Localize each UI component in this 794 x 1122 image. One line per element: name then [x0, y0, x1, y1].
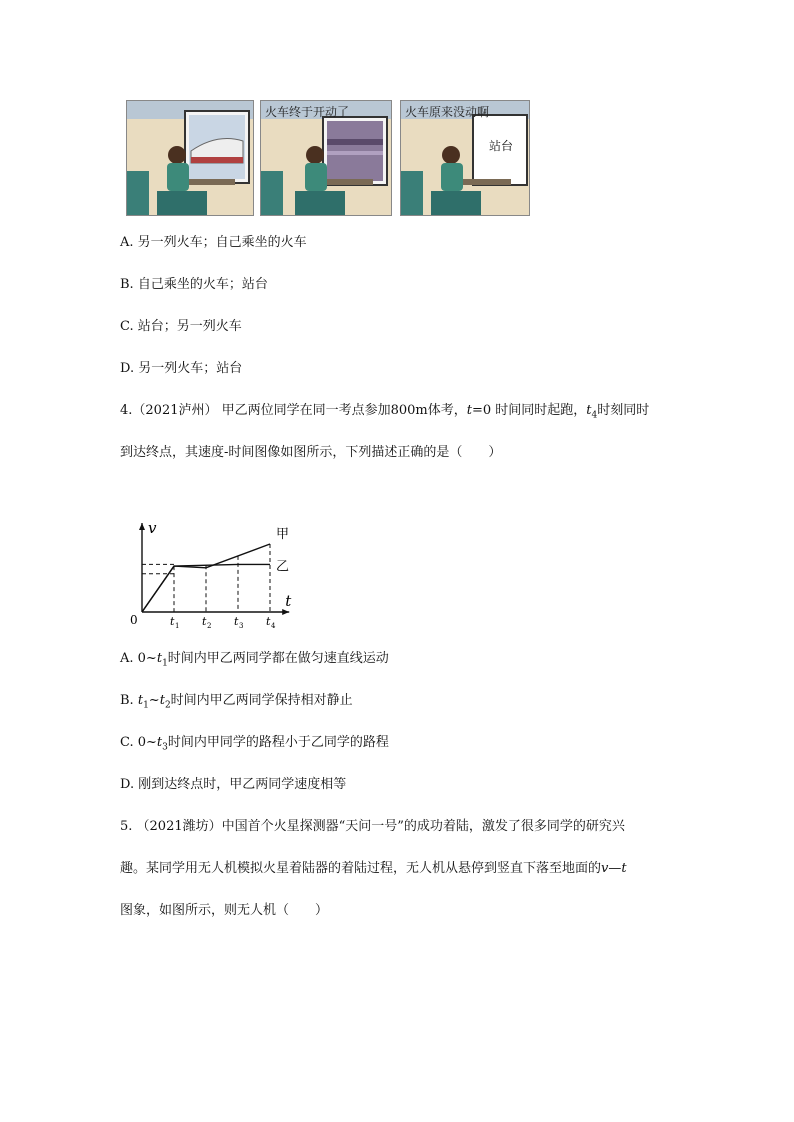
q3-option-d: D. 另一列火车；站台: [120, 361, 243, 376]
q4-option-a-post: 时间内甲乙两同学都在做匀速直线运动: [167, 651, 389, 666]
q4-option-b: [120, 692, 353, 715]
q4-option-c: [120, 734, 389, 757]
q4-stem-suffix: 时刻同时: [597, 403, 650, 418]
q4-option-a: [120, 650, 389, 673]
illustration-panel-1: [126, 100, 254, 216]
origin-label: 0: [130, 613, 138, 627]
q5-stem-line3: 图象，如图所示，则无人机（ ）: [120, 903, 329, 918]
y-axis-label: v: [148, 519, 157, 537]
platform-sign: 站台: [489, 139, 514, 153]
x-tick-label: t: [266, 615, 271, 628]
q4-option-b-t2: t: [159, 693, 165, 708]
train-window-scene-icon: [127, 101, 253, 215]
x-tick-subscript: 3: [239, 622, 244, 630]
q4-option-c-sub: 3: [162, 742, 168, 753]
x-tick-subscript: 1: [175, 622, 180, 630]
q4-t4-sub: 4: [591, 410, 598, 421]
q5-stem-line2-prefix: 趣。某同学用无人机模拟火星着陆器的着陆过程，无人机从悬停到竖直下落至地面的: [120, 861, 602, 876]
q4-option-a-pre: A. 0~: [120, 651, 157, 666]
x-tick-label: t: [202, 615, 207, 628]
q5-stem-line1: 5. （2021潍坊）中国首个火星探测器“天问一号”的成功着陆，激发了很多同学的研究兴: [120, 819, 625, 834]
q4-option-b-post: 时间内甲乙两同学保持相对静止: [170, 693, 353, 708]
q4-stem-line1: [120, 402, 649, 425]
q4-option-d: D. 刚到达终点时，甲乙两同学速度相等: [120, 777, 347, 792]
x-tick-label: t: [234, 615, 239, 628]
x-tick-label: t: [170, 615, 175, 628]
x-tick-subscript: 2: [207, 622, 212, 630]
q4-stem-mid: =0 时间同时起跑，: [472, 403, 587, 418]
q3-option-b: B. 自己乘坐的火车；站台: [120, 277, 268, 292]
velocity-time-chart: [126, 484, 292, 630]
q3-option-c: C. 站台；另一列火车: [120, 319, 242, 334]
q4-option-c-t: t: [156, 735, 163, 750]
panel-caption: 火车终于开动了: [265, 105, 350, 119]
q4-option-b-t1: t: [137, 693, 144, 708]
chart-axes: [139, 523, 289, 615]
illustration-panel-2: [260, 100, 392, 216]
y-axis-arrow: [139, 523, 145, 530]
q4-option-b-sub2: 2: [164, 700, 171, 711]
q4-stem-line2: 到达终点，其速度-时间图像如图所示，下列描述正确的是（ ）: [120, 445, 502, 460]
legend-label-yi: 乙: [276, 559, 290, 575]
illustration-panel-3: [400, 100, 530, 216]
chart-labels: [130, 519, 292, 630]
q4-t-symbol: t: [466, 403, 472, 418]
q4-option-b-sub1: 1: [143, 700, 149, 711]
legend-label-jia: 甲: [276, 527, 290, 542]
q4-option-a-t: t: [156, 651, 163, 666]
panel-caption: 火车原来没动啊: [405, 105, 490, 119]
x-tick-subscript: 4: [271, 622, 276, 630]
q4-t4-symbol: t: [586, 403, 592, 418]
q5-vt-symbol: v—t: [601, 861, 627, 876]
q4-option-c-pre: C. 0~: [120, 735, 157, 750]
q4-option-b-mid: ~: [148, 693, 160, 708]
q3-option-a: A. 另一列火车；自己乘坐的火车: [120, 235, 307, 250]
q4-option-a-sub: 1: [162, 658, 168, 669]
x-axis-label: t: [285, 592, 292, 610]
q4-option-c-post: 时间内甲同学的路程小于乙同学的路程: [167, 735, 389, 750]
q4-stem-prefix: 4.（2021泸州） 甲乙两位同学在同一考点参加800m体考，: [120, 403, 467, 418]
q5-stem-line2: [120, 860, 627, 878]
q4-option-b-pre: B.: [120, 693, 138, 708]
chart-guides: [142, 544, 270, 612]
